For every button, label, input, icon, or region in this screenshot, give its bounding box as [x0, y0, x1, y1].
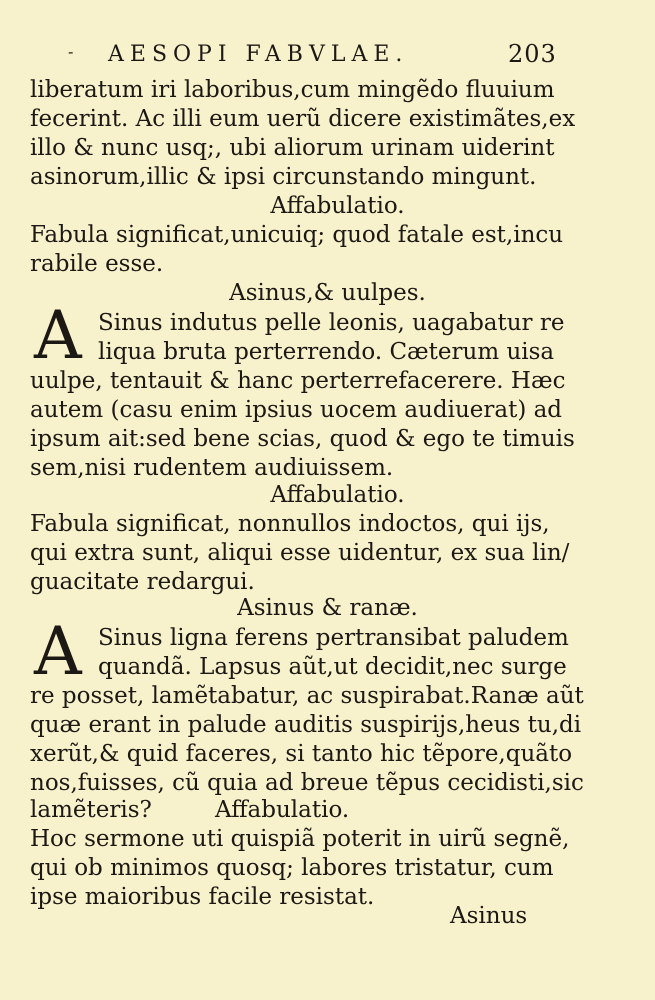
text-line: liqua bruta perterrendo. Cæterum uisa — [98, 339, 555, 365]
text-line: ipsum ait:sed bene scias, quod & ego te timuis — [30, 426, 575, 452]
text-line: quandã. Lapsus aũt,ut decidit,nec surge — [98, 654, 567, 680]
section-heading: Affabulatio. — [270, 482, 405, 508]
text-line: re posset, lamẽtabatur, ac suspirabat.Ranæ aũt — [30, 683, 584, 709]
text-line: Fabula significat, nonnullos indoctos, qui ijs, — [30, 511, 550, 537]
fable-title: Asinus,& uulpes. — [229, 280, 426, 306]
text-line: nos,fuisses, cũ quia ad breue tẽpus cecidisti,sic — [30, 770, 584, 796]
text-line: autem (casu enim ipsius uocem audiuerat) ad — [30, 397, 563, 423]
page-number: 203 — [508, 40, 557, 68]
text-line: Fabula significat,unicuiq; quod fatale est,incu — [30, 222, 564, 248]
text-line: sem,nisi rudentem audiuissem. — [30, 455, 394, 481]
text-line: uulpe, tentauit & hanc perterrefacerere. Hæc — [30, 368, 566, 394]
text-line: Sinus ligna ferens pertransibat paludem — [98, 625, 569, 651]
text-line: qui ob minimos quosq; labores tristatur, cum — [30, 855, 554, 881]
catchword: Asinus — [450, 903, 528, 929]
text-line: asinorum,illic & ipsi circunstando mingunt. — [30, 164, 537, 190]
drop-capital: A — [34, 613, 82, 690]
drop-capital: A — [34, 297, 82, 374]
text-line: Hoc sermone uti quispiã poterit in uirũ segnẽ, — [30, 826, 570, 852]
running-title: AESOPI FABVLAE. — [108, 42, 409, 67]
header-ornament: - — [68, 42, 80, 61]
text-line: ipse maioribus facile resistat. — [30, 884, 375, 910]
text-line: xerũt,& quid faceres, si tanto hic tẽpore,quãto — [30, 741, 573, 767]
text-line: Sinus indutus pelle leonis, uagabatur re — [98, 310, 565, 336]
text-line: illo & nunc usq;, ubi aliorum urinam uiderint — [30, 135, 555, 161]
text-line: guacitate redargui. — [30, 569, 255, 595]
text-line: quæ erant in palude auditis suspirijs,heus tu,di — [30, 712, 582, 738]
text-line: fecerint. Ac illi eum uerũ dicere existimãtes,ex — [30, 106, 576, 132]
section-heading: Affabulatio. — [215, 797, 350, 823]
text-line: rabile esse. — [30, 251, 164, 277]
section-heading: Affabulatio. — [270, 193, 405, 219]
text-line: liberatum iri laboribus,cum mingẽdo fluuium — [30, 77, 555, 103]
text-line: qui extra sunt, aliqui esse uidentur, ex sua lin/ — [30, 540, 570, 566]
fable-title: Asinus & ranæ. — [237, 595, 418, 621]
text-line: lamẽteris? — [30, 797, 152, 823]
